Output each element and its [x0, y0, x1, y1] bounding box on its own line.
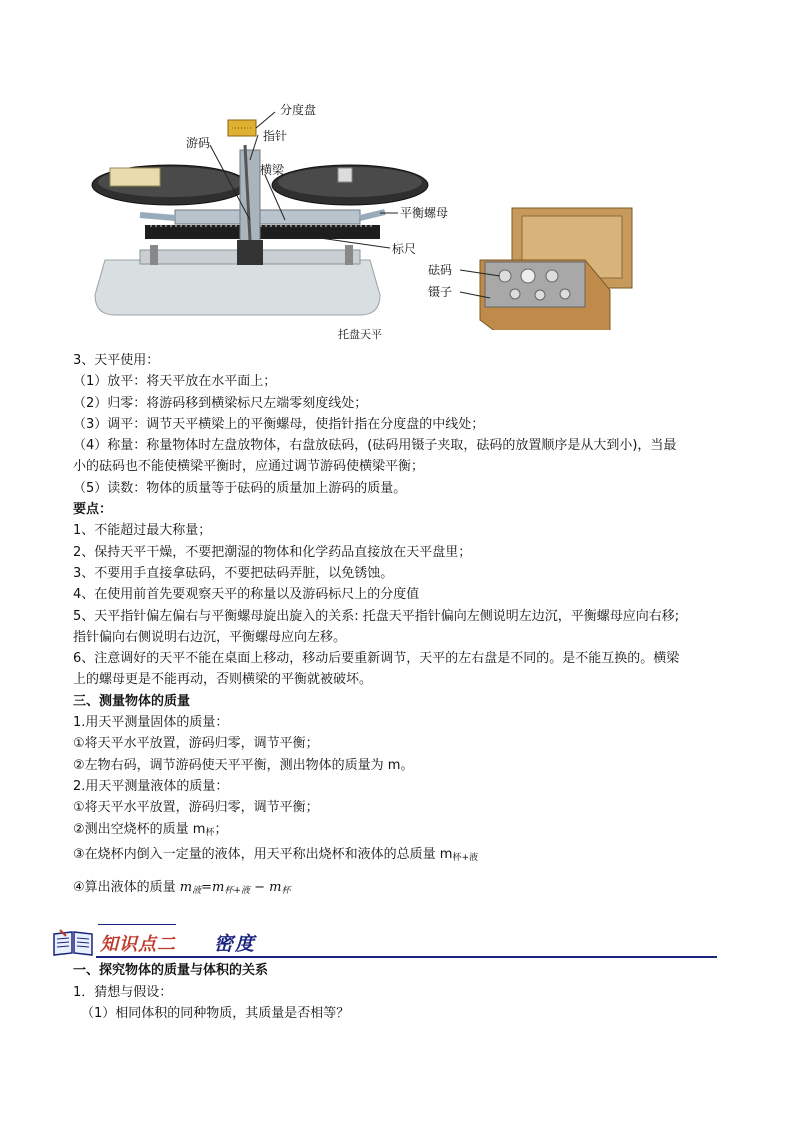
weight-5 [535, 290, 545, 300]
usage-section [73, 350, 733, 902]
weight-4 [510, 289, 520, 299]
solid-title: 1.用天平测量固体的质量： [73, 715, 229, 731]
box-tray [485, 262, 585, 307]
knowledge-point-label: 知识点二 [100, 934, 176, 955]
points-heading: 要点： [73, 502, 113, 518]
section-title: 密度 [214, 933, 257, 955]
weight-6 [560, 289, 570, 299]
point-item: 2、保持天平干燥，不要把潮湿的物体和化学药品直接放在天平盘里； [73, 544, 472, 560]
usage-step: （4）称量：称量物体时左盘放物体，右盘放砝码，(砝码用镊子夹取，砝码的放置顺序是从大到小)，当最 [73, 438, 677, 454]
weight-on-pan [338, 168, 352, 182]
solid-step: ②左物右码，调节游码使天平平衡，测出物体的质量为 m。 [73, 757, 414, 773]
point-item: 6、注意调好的天平不能在桌面上移动，移动后要重新调节，天平的左右盘是不同的。是不能互换的。横梁 [73, 651, 680, 667]
balance-figure [80, 90, 640, 350]
point-item: 5、天平指针偏左偏右与平衡螺母旋出旋入的关系: 托盘天平指针偏向左侧说明左边沉，平衡螺母应向右移; [73, 608, 680, 624]
liquid-step-3: ③在烧杯内倒入一定量的液体，用天平称出烧杯和液体的总质量 $m_{杯+液}$ [73, 846, 478, 863]
usage-step: 小的砝码也不能使横梁平衡时，应通过调节游码使横梁平衡； [73, 459, 425, 475]
liquid-title: 2.用天平测量液体的质量： [73, 778, 229, 794]
balance-base [95, 260, 380, 315]
section-heading [52, 924, 717, 958]
column-base [237, 240, 263, 265]
weight-3 [546, 270, 558, 282]
label-pointer: 指针 [263, 129, 288, 143]
density-heading: 一、探究物体的质量与体积的关系 [73, 963, 269, 978]
book-icon [52, 928, 94, 956]
crossbeam [175, 210, 360, 224]
usage-step: （1）放平：将天平放在水平面上； [73, 374, 277, 390]
point-item: 1、不能超过最大称量； [73, 523, 212, 539]
label-weights: 砝码 [428, 263, 453, 277]
label-dial: 分度盘 [280, 103, 317, 117]
density-question: （1）相同体积的同种物质，其质量是否相等？ [81, 1006, 350, 1021]
point-item: 上的螺母更是不能再动，否则横梁的平衡就被破坏。 [73, 672, 373, 688]
label-rider: 游码 [186, 136, 211, 150]
label-tweezers: 镊子 [428, 285, 453, 299]
usage-step: （5）读数：物体的质量等于砝码的质量加上游码的质量。 [73, 480, 407, 496]
density-sub: 1．猜想与假设： [73, 984, 173, 1000]
usage-step: （3）调平：调节天平横梁上的平衡螺母，使指针指在分度盘的中线处； [73, 416, 485, 432]
label-balance-nut: 平衡螺母 [400, 206, 449, 220]
weight-1 [499, 270, 511, 282]
label-beam: 横梁 [260, 163, 285, 177]
point-item: 3、不要用手直接拿砝码，不要把砝码弄脏，以免锈蚀。 [73, 565, 394, 581]
liquid-step-1: ①将天平水平放置，游码归零，调节平衡； [73, 800, 319, 816]
weight-2 [521, 269, 535, 283]
figure-caption: 托盘天平 [338, 328, 382, 341]
measure-heading: 三、测量物体的质量 [73, 693, 191, 709]
liquid-step-2: ②测出空烧杯的质量 $m_杯$； [73, 821, 228, 838]
point-item: 4、在使用前首先要观察天平的称量以及游码标尺上的分度值 [73, 587, 420, 603]
density-section [73, 960, 733, 1025]
point-item: 指针偏向右侧说明右边沉，平衡螺母应向左移。 [73, 629, 347, 645]
object-on-pan [110, 168, 160, 186]
label-scale: 标尺 [392, 242, 417, 256]
tray-balance-illustration [80, 90, 640, 330]
liquid-step-4: ④算出液体的质量 $m_液=m_{杯+液} - m_杯$ [73, 880, 291, 897]
usage-step: （2）归零：将游码移到横梁标尺左端零刻度线处； [73, 395, 368, 411]
usage-heading: 3、天平使用： [73, 353, 160, 368]
liquid-mass-formula: $m_液=m_{杯+液} - m_杯$ [179, 880, 291, 897]
solid-step: ①将天平水平放置，游码归零，调节平衡； [73, 736, 319, 752]
beam-scale [145, 225, 380, 239]
